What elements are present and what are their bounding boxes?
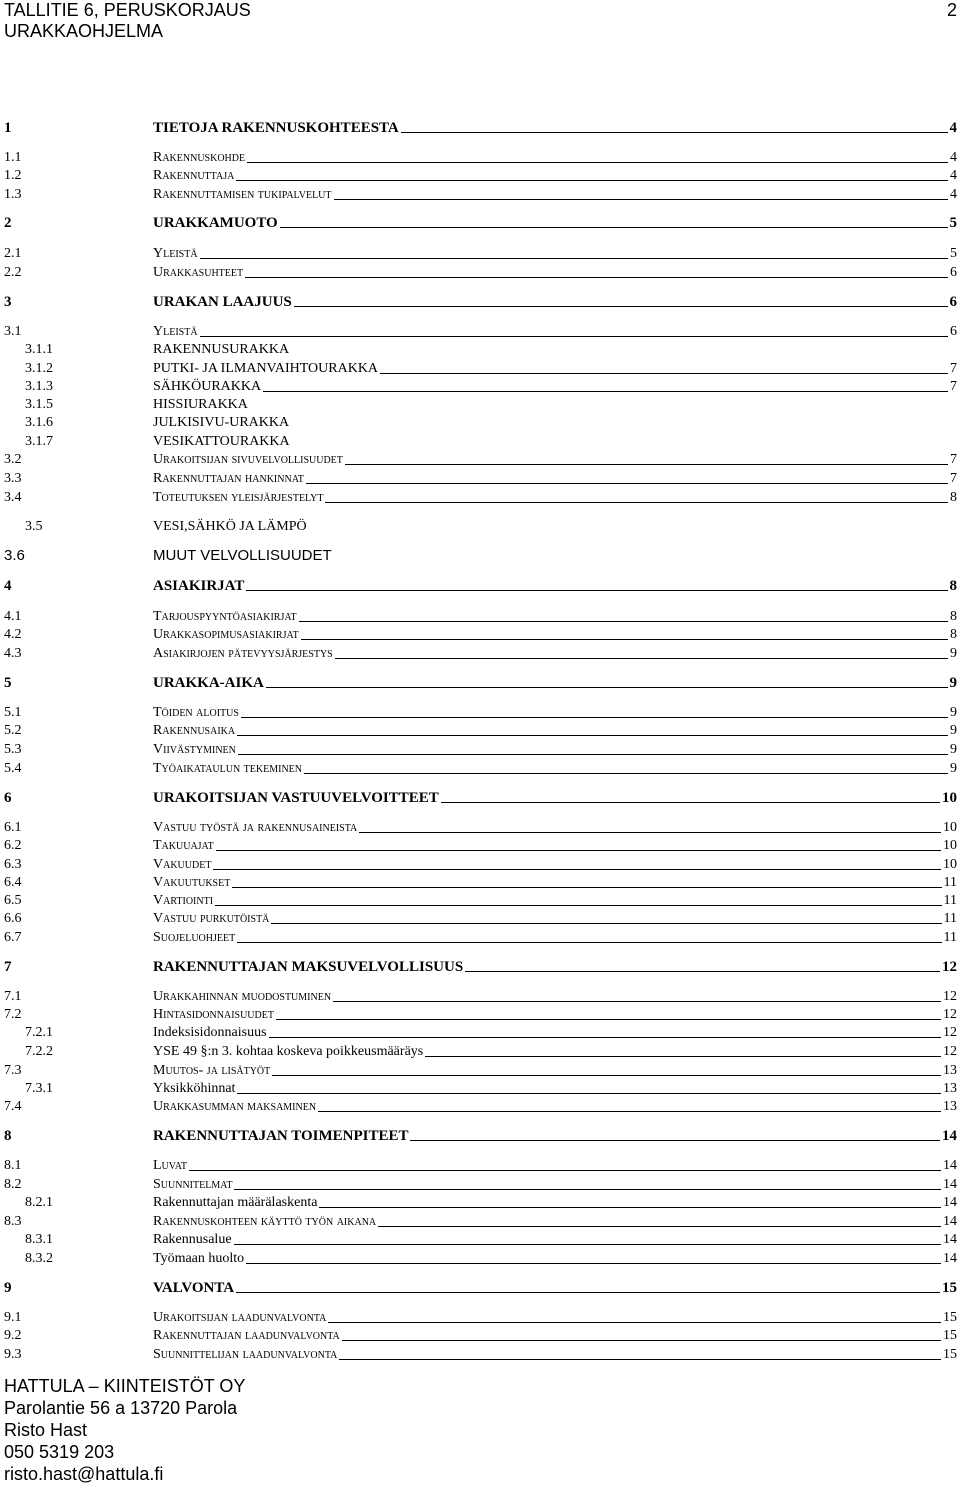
toc-entry-number: 5.4 [4, 761, 22, 776]
toc-entry-page: 8 [950, 609, 957, 624]
toc-entry-number: 8.3 [4, 1214, 22, 1229]
toc-entry-page: 14 [943, 1251, 957, 1266]
toc-entry-number: 3.1.6 [25, 415, 53, 430]
toc-entry[interactable] [0, 909, 960, 927]
toc-entry-page: 13 [943, 1063, 957, 1078]
toc-leader-line [213, 868, 941, 870]
toc-entry[interactable] [0, 1308, 960, 1326]
toc-entry-title: VESIKATTOURAKKA [153, 434, 290, 449]
toc-entry-title: URAKOITSIJAN VASTUUVELVOITTEET [153, 790, 439, 806]
toc-entry-title: Työmaan huolto [153, 1251, 245, 1266]
toc-entry[interactable] [0, 891, 960, 909]
toc-entry-title: Urakkahinnan muodostuminen [153, 989, 332, 1004]
toc-entry-page: 9 [950, 761, 957, 776]
toc-leader-line [410, 1139, 940, 1141]
toc-entry-number: 3.1.1 [25, 342, 53, 357]
toc-entry-page: 11 [943, 911, 957, 926]
toc-entry-number: 3.3 [4, 471, 22, 486]
toc-entry-number: 1.1 [4, 150, 22, 165]
toc-entry-title: PUTKI- JA ILMANVAIHTOURAKKA [153, 361, 379, 376]
footer-company: HATTULA – KIINTEISTÖT OY [4, 1376, 246, 1396]
toc-leader-line [325, 501, 948, 503]
toc-leader-line [200, 257, 948, 259]
toc-leader-line [276, 1018, 941, 1020]
toc-entry-page: 10 [943, 857, 957, 872]
toc-leader-line [294, 305, 948, 307]
toc-entry-number: 2.1 [4, 246, 22, 261]
toc-entry-title: Yksikköhinnat [153, 1081, 236, 1096]
toc-entry[interactable] [0, 788, 960, 806]
toc-entry[interactable] [0, 607, 960, 625]
toc-entry-number: 8.1 [4, 1158, 22, 1173]
toc-leader-line [215, 904, 941, 906]
toc-entry-title: URAKKA-AIKA [153, 675, 264, 691]
toc-entry[interactable] [0, 263, 960, 281]
toc-entry-title: Vastuu purkutöistä [153, 911, 270, 926]
footer-phone: 050 5319 203 [4, 1442, 115, 1462]
toc-entry-page: 6 [949, 294, 957, 310]
toc-entry-number: 6.7 [4, 930, 22, 945]
toc-leader-line [272, 1074, 941, 1076]
toc-entry-title: SÄHKÖURAKKA [153, 379, 262, 394]
footer-address: Parolantie 56 a 13720 Parola [4, 1398, 238, 1418]
toc-entry[interactable] [0, 1042, 960, 1060]
toc-entry[interactable] [0, 395, 960, 413]
toc-entry-title: HISSIURAKKA [153, 397, 248, 412]
toc-entry-title: Suunnittelijan laadunvalvonta [153, 1347, 338, 1362]
toc-entry[interactable] [0, 1193, 960, 1211]
toc-leader-line [232, 886, 941, 888]
toc-entry-page: 4 [950, 150, 957, 165]
toc-leader-line [246, 589, 947, 591]
toc-entry[interactable] [0, 1175, 960, 1193]
toc-leader-line [234, 1243, 941, 1245]
toc-entry-number: 7.4 [4, 1099, 22, 1114]
toc-entry-page: 12 [943, 989, 957, 1004]
toc-leader-line [266, 686, 948, 688]
toc-entry-page: 8 [950, 490, 957, 505]
toc-entry[interactable] [0, 987, 960, 1005]
toc-entry[interactable] [0, 1126, 960, 1144]
toc-entry-number: 5.1 [4, 705, 22, 720]
toc-entry[interactable] [0, 488, 960, 506]
toc-leader-line [245, 276, 948, 278]
toc-entry-page: 7 [950, 471, 957, 486]
toc-leader-line [234, 1188, 941, 1190]
toc-leader-line [378, 1225, 941, 1227]
toc-entry-page: 8 [949, 578, 957, 594]
toc-entry-number: 8.3.2 [25, 1251, 53, 1266]
toc-entry-title: Urakoitsijan sivuvelvollisuudet [153, 452, 343, 467]
toc-entry-title: Vakuutukset [153, 875, 231, 890]
toc-entry[interactable] [0, 1023, 960, 1041]
toc-entry-number: 3 [4, 294, 12, 310]
toc-entry[interactable] [0, 377, 960, 395]
toc-entry-number: 9.2 [4, 1328, 22, 1343]
toc-entry-page: 15 [943, 1310, 957, 1325]
toc-entry-number: 4.1 [4, 609, 22, 624]
toc-entry-number: 6.1 [4, 820, 22, 835]
toc-entry-page: 7 [950, 379, 957, 394]
toc-entry-page: 12 [943, 1044, 957, 1059]
toc-entry-title: RAKENNUTTAJAN MAKSUVELVOLLISUUS [153, 959, 464, 975]
toc-entry-page: 15 [942, 1280, 957, 1296]
toc-leader-line [237, 941, 941, 943]
toc-entry[interactable] [0, 957, 960, 975]
toc-leader-line [304, 772, 948, 774]
toc-entry-page: 10 [943, 838, 957, 853]
toc-leader-line [299, 620, 948, 622]
toc-entry-number: 3.1.7 [25, 434, 53, 449]
document-subtitle: URAKKAOHJELMA [4, 21, 164, 41]
toc-entry-title: Viivästyminen [153, 742, 236, 757]
toc-entry-number: 6.2 [4, 838, 22, 853]
toc-leader-line [319, 1206, 941, 1208]
toc-entry-title: Urakkasuhteet [153, 265, 244, 280]
toc-leader-line [335, 657, 948, 659]
toc-entry-number: 6.4 [4, 875, 22, 890]
toc-entry-page: 8 [950, 627, 957, 642]
toc-entry-page: 7 [950, 452, 957, 467]
toc-entry[interactable] [0, 1249, 960, 1267]
toc-entry-title: Suunnitelmat [153, 1177, 233, 1192]
toc-entry-page: 11 [943, 930, 957, 945]
toc-entry-page: 10 [942, 790, 957, 806]
toc-entry-number: 9.1 [4, 1310, 22, 1325]
toc-entry[interactable] [0, 517, 960, 535]
toc-entry-number: 2.2 [4, 265, 22, 280]
toc-entry-page: 6 [950, 265, 957, 280]
toc-entry[interactable] [0, 1061, 960, 1079]
toc-entry-title: Rakennuttaja [153, 168, 235, 183]
toc-leader-line [334, 198, 948, 200]
toc-entry[interactable] [0, 1156, 960, 1174]
toc-leader-line [425, 1055, 941, 1057]
toc-entry-number: 6 [4, 790, 12, 806]
toc-entry-number: 1.2 [4, 168, 22, 183]
toc-leader-line [465, 970, 940, 972]
toc-entry[interactable] [0, 721, 960, 739]
toc-entry-page: 14 [943, 1195, 957, 1210]
toc-entry-number: 3.2 [4, 452, 22, 467]
toc-entry-page: 11 [943, 893, 957, 908]
toc-entry-page: 9 [950, 705, 957, 720]
toc-entry-number: 3.4 [4, 490, 22, 505]
toc-entry-title: Työaikataulun tekeminen [153, 761, 303, 776]
toc-entry-title: Rakennuttajan hankinnat [153, 471, 304, 486]
toc-entry-number: 6.6 [4, 911, 22, 926]
toc-entry-page: 14 [943, 1214, 957, 1229]
toc-entry-number: 7.2.1 [25, 1025, 53, 1040]
toc-entry-page: 15 [943, 1328, 957, 1343]
toc-entry[interactable] [0, 673, 960, 691]
toc-entry-page: 4 [950, 187, 957, 202]
toc-leader-line [238, 753, 948, 755]
toc-entry[interactable] [0, 292, 960, 310]
toc-entry[interactable] [0, 836, 960, 854]
toc-entry-page: 5 [950, 246, 957, 261]
toc-entry[interactable] [0, 244, 960, 262]
toc-entry-number: 3.1.3 [25, 379, 53, 394]
toc-entry-number: 6.5 [4, 893, 22, 908]
toc-entry-title: YSE 49 §:n 3. kohtaa koskeva poikkeusmääräys [153, 1044, 424, 1059]
toc-entry[interactable] [0, 576, 960, 594]
toc-entry-title: Rakennusalue [153, 1232, 232, 1247]
toc-entry-page: 4 [950, 168, 957, 183]
toc-leader-line [236, 1291, 940, 1293]
toc-entry-title: VESI,SÄHKÖ JA LÄMPÖ [153, 519, 307, 534]
toc-entry-title: Rakennuttamisen tukipalvelut [153, 187, 332, 202]
toc-entry[interactable] [0, 1097, 960, 1115]
toc-entry-title: Asiakirjojen pätevyysjärjestys [153, 646, 333, 661]
toc-entry-title: Vakuudet [153, 857, 212, 872]
footer-person: Risto Hast [4, 1420, 88, 1440]
toc-entry-title: JULKISIVU-URAKKA [153, 415, 290, 430]
toc-leader-line [380, 372, 948, 374]
toc-entry-page: 14 [943, 1232, 957, 1247]
page-number: 2 [946, 0, 957, 20]
toc-entry-number: 4.3 [4, 646, 22, 661]
toc-leader-line [269, 1036, 941, 1038]
toc-entry-page: 15 [943, 1347, 957, 1362]
toc-entry[interactable] [0, 118, 960, 136]
toc-entry[interactable] [0, 213, 960, 231]
toc-entry[interactable] [0, 928, 960, 946]
document-title: TALLITIE 6, PERUSKORJAUS [4, 0, 251, 20]
toc-entry-number: 7.1 [4, 989, 22, 1004]
toc-entry-title: Toteutuksen yleisjärjestelyt [153, 490, 324, 505]
toc-entry[interactable] [0, 185, 960, 203]
toc-leader-line [189, 1169, 941, 1171]
toc-entry[interactable] [0, 469, 960, 487]
toc-entry-number: 3.6 [4, 547, 25, 564]
toc-entry[interactable] [0, 148, 960, 166]
toc-entry-title: Luvat [153, 1158, 187, 1173]
toc-entry[interactable] [0, 322, 960, 340]
toc-entry[interactable] [0, 1079, 960, 1097]
toc-leader-line [236, 179, 948, 181]
toc-entry[interactable] [0, 1278, 960, 1296]
toc-leader-line [246, 1262, 941, 1264]
toc-entry-page: 13 [943, 1081, 957, 1096]
toc-entry[interactable] [0, 359, 960, 377]
toc-entry[interactable] [0, 703, 960, 721]
toc-entry-number: 5.2 [4, 723, 22, 738]
toc-entry-number: 8 [4, 1128, 12, 1144]
toc-entry[interactable] [0, 432, 960, 450]
toc-entry-number: 3.1.2 [25, 361, 53, 376]
toc-entry-title: Töiden aloitus [153, 705, 239, 720]
toc-entry[interactable] [0, 450, 960, 468]
toc-entry-number: 6.3 [4, 857, 22, 872]
toc-entry-number: 8.3.1 [25, 1232, 53, 1247]
toc-leader-line [247, 161, 948, 163]
toc-entry-title: Rakennusaika [153, 723, 236, 738]
toc-leader-line [441, 801, 940, 803]
toc-entry-title: Tarjouspyyntöasiakirjat [153, 609, 297, 624]
footer-email: risto.hast@hattula.fi [4, 1464, 164, 1484]
toc-entry-page: 12 [942, 959, 957, 975]
toc-leader-line [280, 226, 948, 228]
toc-leader-line [237, 734, 948, 736]
toc-entry-page: 14 [943, 1177, 957, 1192]
toc-entry-number: 8.2 [4, 1177, 22, 1192]
page-footer [4, 1375, 245, 1485]
toc-entry-title: Suojeluohjeet [153, 930, 236, 945]
toc-entry[interactable] [0, 1345, 960, 1363]
toc-entry-page: 11 [943, 875, 957, 890]
toc-leader-line [241, 716, 948, 718]
toc-entry-title: MUUT VELVOLLISUUDET [153, 547, 332, 564]
toc-leader-line [318, 1110, 941, 1112]
toc-leader-line [401, 131, 948, 133]
toc-leader-line [339, 1358, 941, 1360]
toc-entry-number: 9 [4, 1280, 12, 1296]
toc-leader-line [301, 638, 948, 640]
toc-entry[interactable] [0, 644, 960, 662]
toc-entry-number: 7 [4, 959, 12, 975]
toc-entry-page: 6 [950, 324, 957, 339]
toc-entry-number: 7.2.2 [25, 1044, 53, 1059]
toc-entry-page: 5 [949, 215, 957, 231]
toc-leader-line [216, 849, 941, 851]
toc-entry[interactable] [0, 1326, 960, 1344]
toc-entry-page: 9 [949, 675, 957, 691]
toc-entry-page: 9 [950, 742, 957, 757]
toc-entry-title: Indeksisidonnaisuus [153, 1025, 267, 1040]
toc-entry-number: 4 [4, 578, 12, 594]
toc-entry-number: 8.2.1 [25, 1195, 53, 1210]
toc-entry-number: 3.5 [25, 519, 43, 534]
toc-entry-title: Rakennuskohde [153, 150, 246, 165]
toc-leader-line [333, 1000, 941, 1002]
toc-leader-line [200, 335, 948, 337]
toc-leader-line [306, 482, 948, 484]
toc-entry-page: 12 [943, 1025, 957, 1040]
toc-leader-line [359, 831, 941, 833]
toc-entry-title: Urakkasumman maksaminen [153, 1099, 317, 1114]
toc-entry[interactable] [0, 625, 960, 643]
toc-entry-number: 7.3 [4, 1063, 22, 1078]
toc-entry[interactable] [0, 1005, 960, 1023]
toc-entry-title: Vartiointi [153, 893, 214, 908]
toc-entry-title: TIETOJA RAKENNUSKOHTEESTA [153, 120, 399, 136]
toc-entry-title: Rakennuttajan laadunvalvonta [153, 1328, 340, 1343]
toc-leader-line [271, 922, 941, 924]
toc-entry-title: ASIAKIRJAT [153, 578, 245, 594]
toc-leader-line [342, 1339, 941, 1341]
toc-entry-page: 13 [943, 1099, 957, 1114]
toc-entry-page: 12 [943, 1007, 957, 1022]
toc-entry-title: Urakoitsijan laadunvalvonta [153, 1310, 327, 1325]
toc-entry-page: 9 [950, 723, 957, 738]
toc-entry[interactable] [0, 873, 960, 891]
toc-entry[interactable] [0, 818, 960, 836]
toc-entry-number: 5.3 [4, 742, 22, 757]
toc-entry-page: 7 [950, 361, 957, 376]
toc-entry-title: Takuuajat [153, 838, 214, 853]
toc-entry-title: Yleistä [153, 246, 198, 261]
toc-leader-line [345, 463, 948, 465]
toc-entry-title: Rakennuttajan määrälaskenta [153, 1195, 318, 1210]
toc-entry-title: Urakkasopimusasiakirjat [153, 627, 299, 642]
toc-entry-title: Vastuu työstä ja rakennusaineista [153, 820, 358, 835]
toc-entry[interactable] [0, 1230, 960, 1248]
toc-entry-number: 4.2 [4, 627, 22, 642]
toc-entry-title: RAKENNUSURAKKA [153, 342, 290, 357]
toc-entry-page: 10 [943, 820, 957, 835]
toc-entry-number: 2 [4, 215, 12, 231]
toc-entry-title: Muutos- ja lisätyöt [153, 1063, 271, 1078]
toc-entry-title: Yleistä [153, 324, 198, 339]
toc-entry-number: 3.1.5 [25, 397, 53, 412]
toc-entry[interactable] [0, 740, 960, 758]
toc-entry-number: 1.3 [4, 187, 22, 202]
toc-entry-title: Hintasidonnaisuudet [153, 1007, 274, 1022]
toc-entry-title: RAKENNUTTAJAN TOIMENPITEET [153, 1128, 409, 1144]
toc-entry-page: 9 [950, 646, 957, 661]
toc-entry-page: 14 [942, 1128, 957, 1144]
toc-entry-number: 5 [4, 675, 12, 691]
toc-entry[interactable] [0, 546, 960, 564]
toc-entry[interactable] [0, 413, 960, 431]
toc-entry-page: 4 [949, 120, 957, 136]
toc-entry-number: 9.3 [4, 1347, 22, 1362]
toc-entry-page: 14 [943, 1158, 957, 1173]
toc-entry-number: 7.3.1 [25, 1081, 53, 1096]
toc-entry[interactable] [0, 759, 960, 777]
toc-entry-title: Rakennuskohteen käyttö työn aikana [153, 1214, 377, 1229]
toc-entry-title: URAKKAMUOTO [153, 215, 278, 231]
toc-leader-line [328, 1321, 941, 1323]
toc-leader-line [237, 1092, 941, 1094]
toc-entry[interactable] [0, 1212, 960, 1230]
toc-entry-title: URAKAN LAAJUUS [153, 294, 292, 310]
toc-entry[interactable] [0, 340, 960, 358]
toc-entry-title: VALVONTA [153, 1280, 235, 1296]
toc-entry-number: 1 [4, 120, 12, 136]
toc-entry-number: 3.1 [4, 324, 22, 339]
toc-entry[interactable] [0, 855, 960, 873]
toc-entry[interactable] [0, 166, 960, 184]
toc-leader-line [263, 390, 948, 392]
toc-entry-number: 7.2 [4, 1007, 22, 1022]
